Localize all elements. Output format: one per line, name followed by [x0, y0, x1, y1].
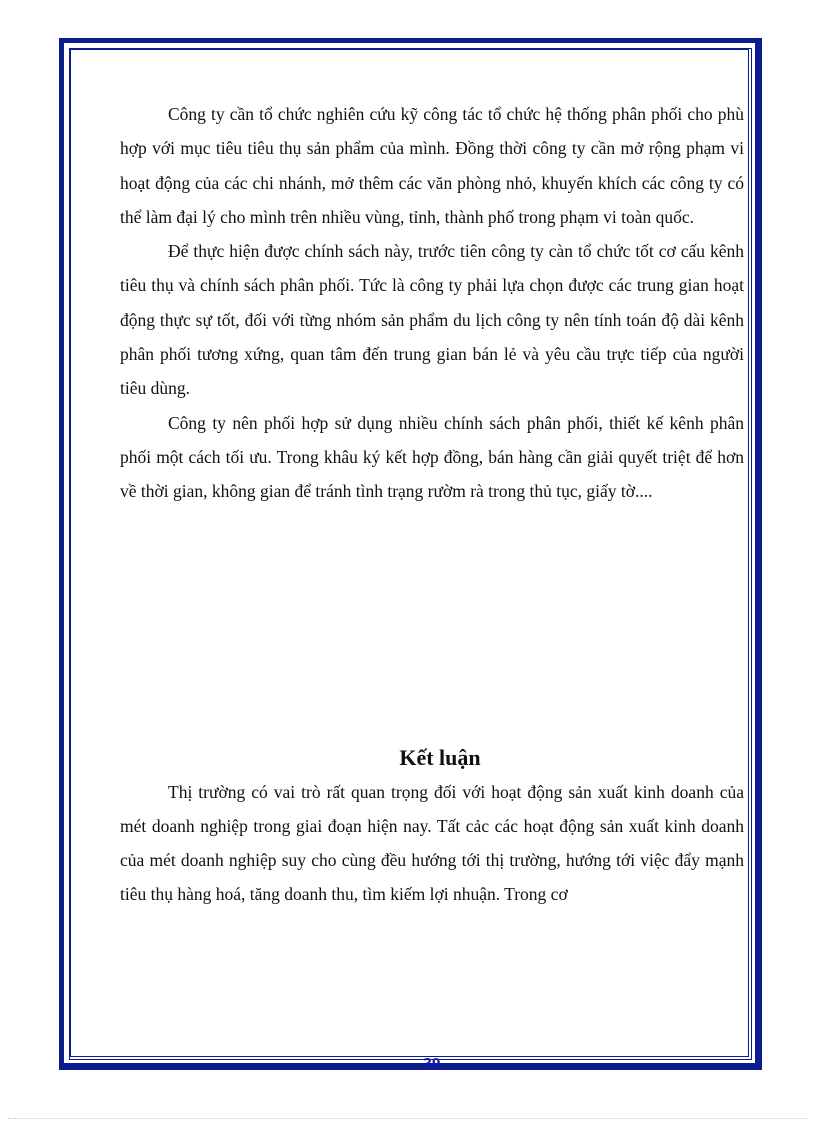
paragraph-distribution-organization: Công ty cần tổ chức nghiên cứu kỹ công tác tổ chức hệ thống phân phối cho phù hợp với mục tiêu tiêu thụ sản phẩm của mình. Đồng thời công ty cần mở rộng phạm vi hoạt động của các chi nhánh, mở thêm các văn phòng nhỏ, khuyến khích các công ty có thể làm đại lý cho mình trên nhiều vùng, tỉnh, thành phố trong phạm vi toàn quốc.: [120, 104, 744, 227]
page-number: 39: [423, 1054, 441, 1073]
paragraph-distribution-channels: Công ty nên phối hợp sử dụng nhiều chính sách phân phối, thiết kế kênh phân phối một cách tối ưu. Trong khâu ký kết hợp đồng, bán hàng cần giải quyết triệt để hơn về thời gian, không gian để tránh tình trạng rườm rà trong thủ tục, giấy tờ....: [120, 412, 744, 502]
section-heading-conclusion: Kết luận: [399, 744, 481, 770]
page-separator: [8, 1118, 808, 1119]
blank-space: [120, 509, 744, 741]
document-body: [120, 97, 744, 912]
paragraph-conclusion: Thị trường có vai trò rất quan trọng đối với hoạt động sản xuất kinh doanh của mét doanh nghiệp trong giai đoạn hiện nay. Tất cảc các hoạt động sản xuất kinh doanh của mét doanh nghiệp suy cho cùng đều hướng tới thị trường, hướng tới việc đẩy mạnh tiêu thụ hàng hoá, tăng doanh thu, tìm kiếm lợi nhuận. Trong cơ: [120, 781, 744, 905]
paragraph-distribution-policy: Để thực hiện được chính sách này, trước tiên công ty càn tổ chức tốt cơ cấu kênh tiêu thụ và chính sách phân phối. Tức là công ty phải lựa chọn được các trung gian hoạt động thực sự tốt, đối với từng nhóm sản phẩm du lịch công ty nên tính toán độ dài kênh phân phối tương xứng, quan tâm đến trung gian bán lẻ và yêu cầu trực tiếp của người tiêu dùng.: [120, 241, 744, 399]
